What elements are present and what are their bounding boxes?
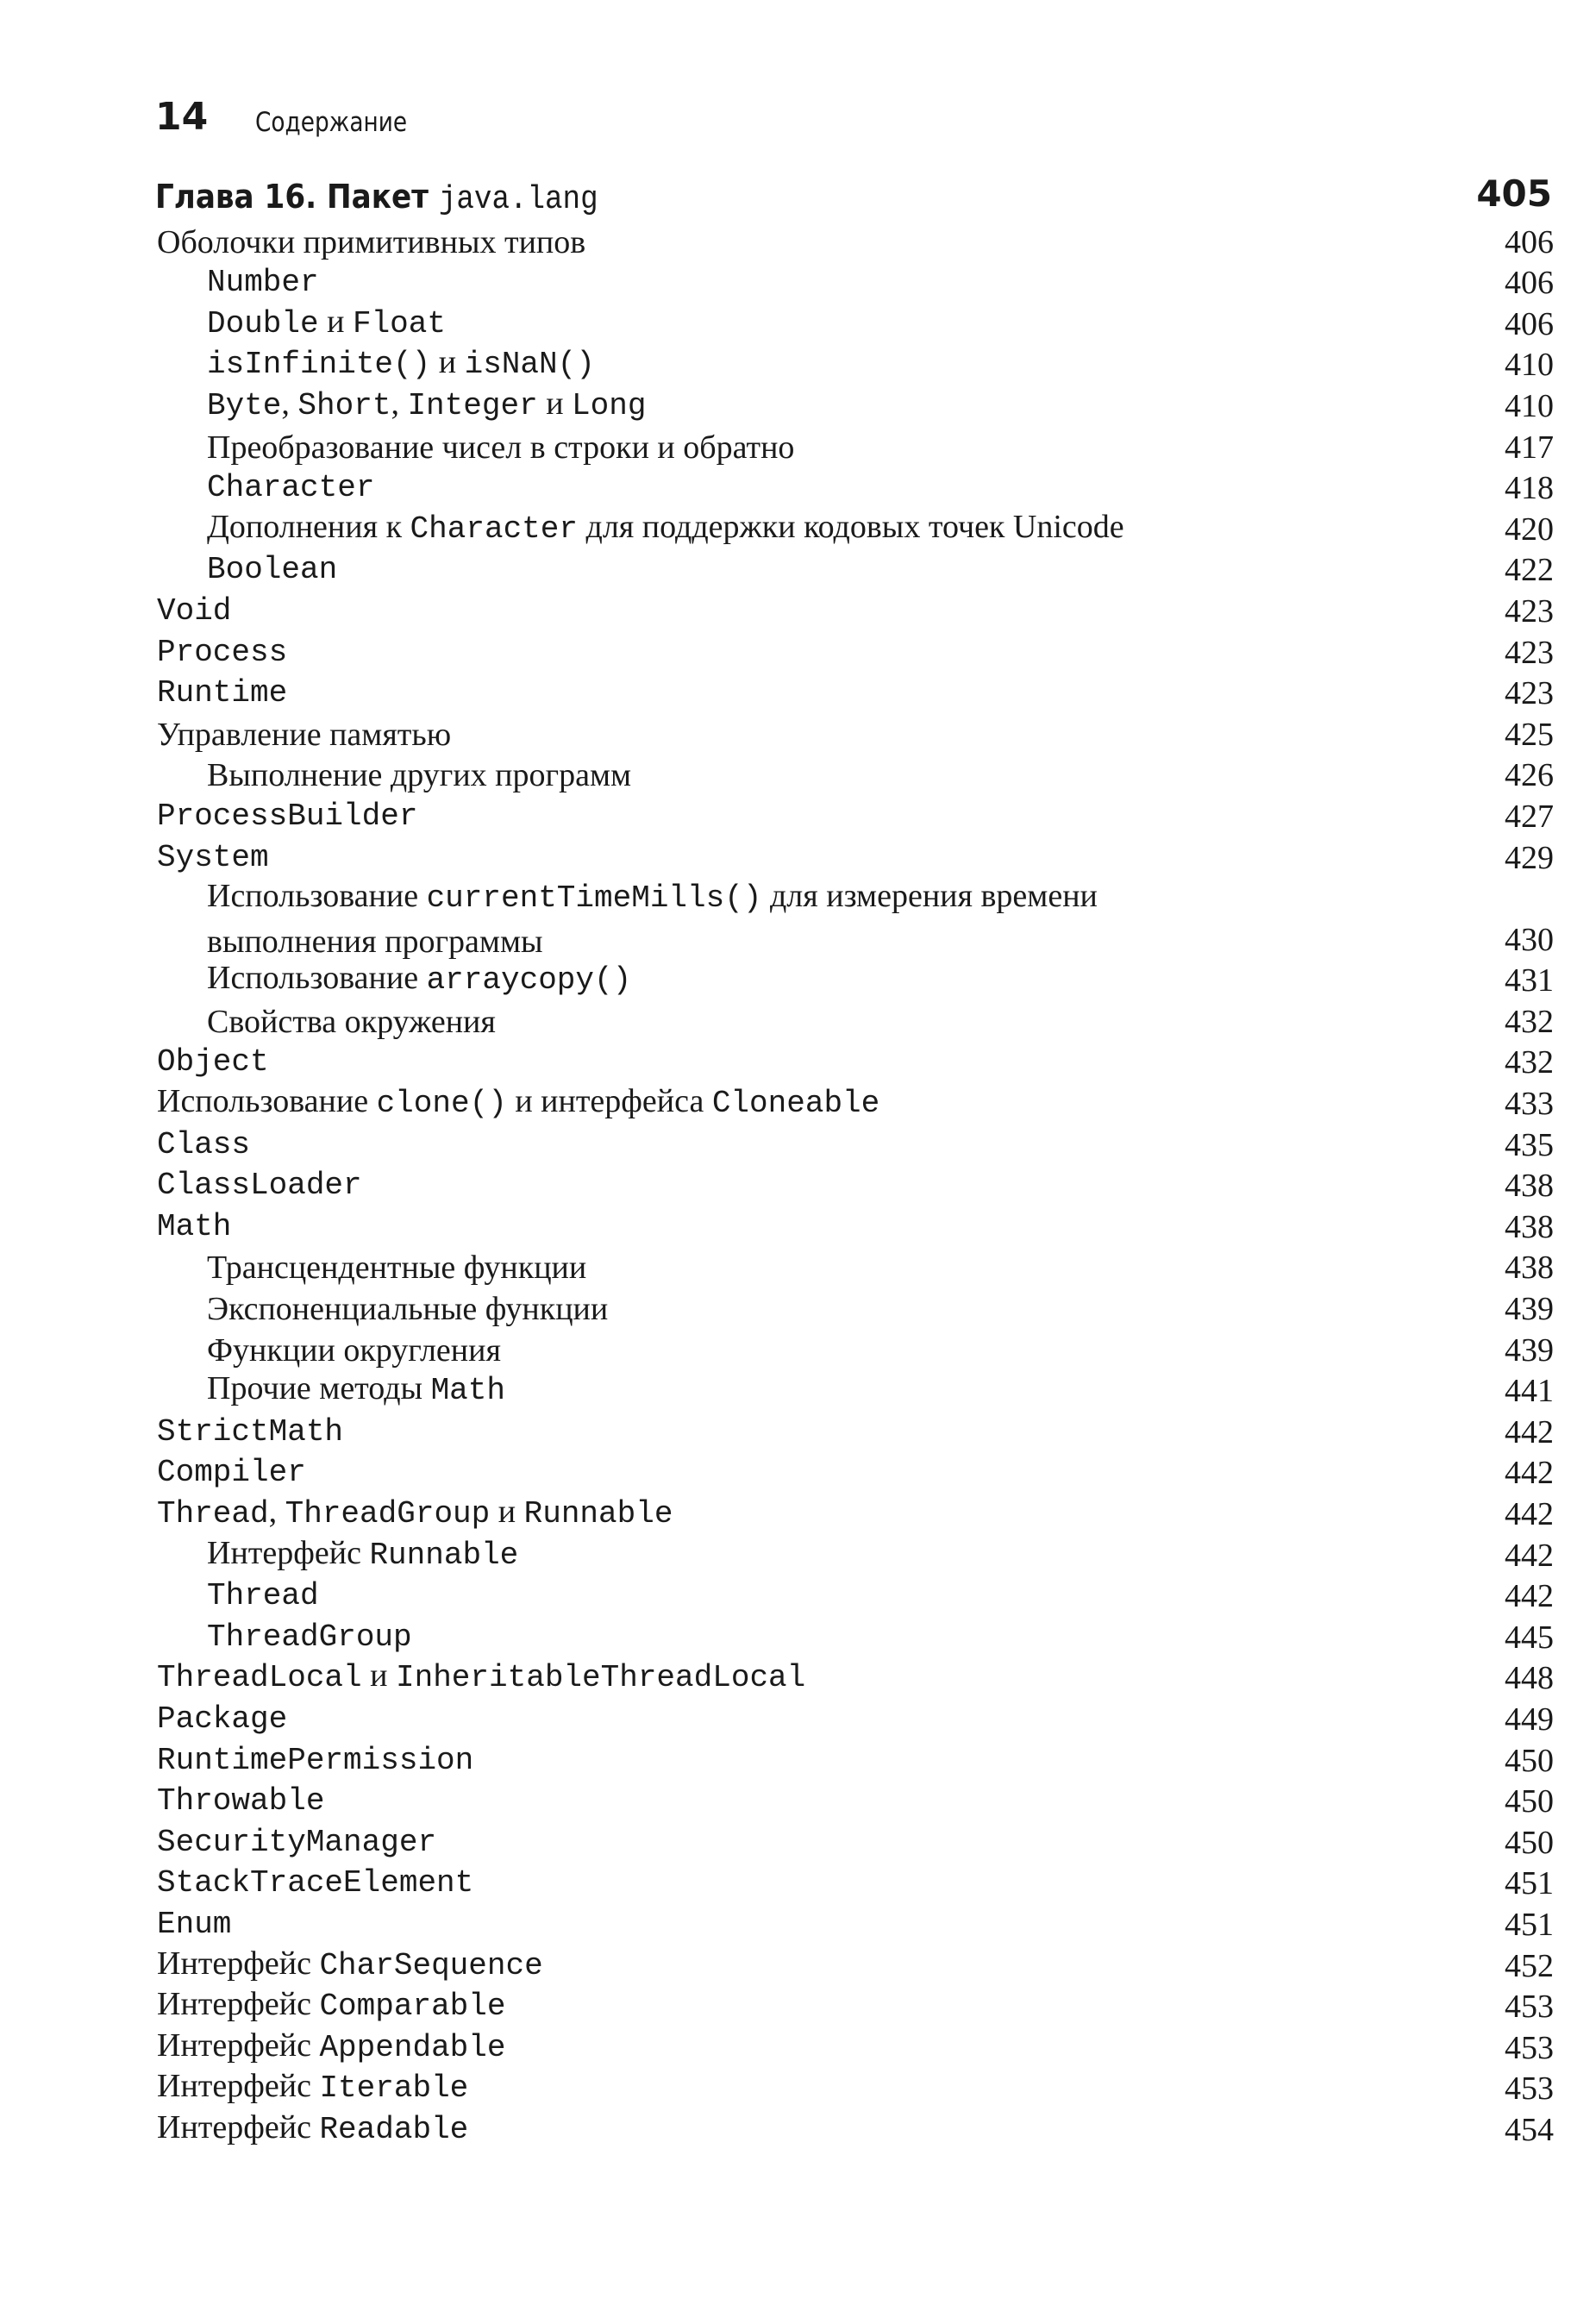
toc-entry-page: 426 (1505, 757, 1554, 794)
label-text: для поддержки кодовых точек Unicode (577, 508, 1124, 545)
code-term: Runtime (157, 675, 288, 711)
toc-entry-label (207, 1615, 412, 1657)
toc-entry (157, 223, 1554, 267)
toc-entry-page: 453 (1505, 2070, 1554, 2108)
toc-entry (157, 718, 1554, 760)
label-text: и (490, 1494, 524, 1530)
code-term: Appendable (319, 2029, 506, 2065)
chapter-page-number: 405 (1476, 172, 1552, 215)
code-term: System (157, 839, 269, 875)
page-number: 14 (155, 95, 209, 139)
code-term: RuntimePermission (157, 1742, 474, 1778)
toc-entry-label (207, 384, 646, 426)
label-text: , (281, 385, 298, 422)
code-term: ClassLoader (157, 1168, 362, 1204)
code-term: InheritableThreadLocal (395, 1660, 806, 1696)
code-term: isInfinite() (207, 347, 431, 383)
toc-entry (157, 1293, 1554, 1334)
toc-entry-page: 406 (1505, 305, 1554, 342)
toc-entry-page: 410 (1505, 387, 1554, 424)
label-text: Дополнения к (207, 508, 410, 545)
toc-entry-page: 429 (1505, 839, 1554, 876)
code-term: clone() (376, 1086, 507, 1122)
toc-entry (157, 1252, 1554, 1294)
toc-entry-label (207, 755, 631, 795)
toc-entry-label (207, 548, 337, 590)
toc-entry (157, 1170, 1554, 1212)
label-text: Функции округления (207, 1331, 501, 1369)
code-term: Integer (407, 387, 538, 423)
code-term: Enum (157, 1906, 232, 1942)
code-term: Void (157, 592, 232, 629)
toc-entry (157, 592, 1554, 636)
toc-entry-page: 432 (1505, 1044, 1554, 1081)
code-term: Compiler (157, 1455, 306, 1491)
toc-entry-label (157, 1492, 673, 1534)
code-term: Boolean (207, 552, 338, 588)
label-text: Экспоненциальные функции (207, 1291, 609, 1328)
code-term: Comparable (319, 1989, 506, 2025)
toc-entry-page: 423 (1505, 634, 1554, 671)
code-term: Float (352, 305, 446, 341)
toc-entry-label (207, 342, 595, 385)
toc-entry-page: 406 (1505, 223, 1554, 260)
toc-entry-page: 442 (1505, 1578, 1554, 1615)
label-text: Выполнение других программ (207, 757, 632, 794)
code-term: isNaN() (464, 347, 595, 383)
label-text: Интерфейс (157, 2026, 320, 2064)
label-text: Преобразование чисел в строки и обратно (207, 429, 795, 466)
code-term: Package (157, 1701, 288, 1737)
label-text: Трансцендентные функции (207, 1250, 587, 1287)
label-text: и (361, 1657, 396, 1694)
toc-entry-label (207, 1574, 319, 1616)
toc-entry-page: 438 (1505, 1168, 1554, 1205)
toc-entry-page: 450 (1505, 1824, 1554, 1861)
toc-entry-page: 448 (1505, 1660, 1554, 1697)
toc-entry-page: 439 (1505, 1291, 1554, 1328)
toc-entry-page: 418 (1505, 470, 1554, 507)
toc-entry-label (207, 1289, 608, 1329)
toc-entry (157, 877, 1554, 965)
toc-entry-label (207, 466, 374, 508)
toc-entry-page: 423 (1505, 675, 1554, 712)
toc-entry (157, 1126, 1554, 1170)
toc-entry-label (157, 1410, 343, 1452)
code-term: CharSequence (319, 1947, 543, 1983)
toc-entry-page: 445 (1505, 1619, 1554, 1656)
code-term: Math (430, 1373, 505, 1409)
toc-entry-page: 425 (1505, 716, 1554, 753)
toc-entry-page: 430 (1505, 921, 1554, 958)
toc-entry (157, 800, 1554, 842)
toc-entry (157, 1534, 1554, 1581)
toc-entry (157, 1005, 1554, 1047)
code-term: Object (157, 1044, 269, 1081)
code-term: ThreadGroup (207, 1619, 412, 1655)
toc-entry-page: 442 (1505, 1413, 1554, 1450)
toc-entry (157, 2108, 1554, 2155)
toc-entry-page: 439 (1505, 1331, 1554, 1369)
code-term: ThreadGroup (285, 1496, 491, 1532)
chapter-title-prefix: Глава 16. Пакет (155, 178, 439, 216)
toc-entry (157, 1413, 1554, 1457)
label-text: для измерения времени выполнения программы (207, 877, 1098, 960)
toc-entry-label (207, 1248, 586, 1287)
code-term: Number (207, 265, 319, 301)
label-text: Оболочки примитивных типов (157, 223, 586, 260)
label-text: и (430, 344, 465, 381)
toc-entry-label (157, 1123, 250, 1165)
toc-entry-label (157, 1820, 436, 1863)
label-text: , (268, 1494, 285, 1530)
toc-entry-label (157, 794, 417, 836)
toc-entry-label (157, 671, 287, 713)
toc-entry (157, 385, 1554, 431)
toc-entry-label (207, 260, 319, 303)
code-term: Character (207, 470, 375, 506)
toc-entry (157, 1208, 1554, 1252)
toc-entry-page: 427 (1505, 798, 1554, 835)
toc-entry (157, 675, 1554, 719)
toc-entry-page: 438 (1505, 1208, 1554, 1245)
label-text: Свойства окружения (207, 1003, 496, 1040)
code-term: Long (572, 387, 647, 423)
code-term: Iterable (319, 2070, 469, 2107)
toc-entry-label (157, 630, 287, 673)
toc-entry-label (157, 1984, 506, 2026)
toc-entry-label (207, 302, 446, 344)
toc-entry-label (157, 222, 585, 262)
toc-entry-page: 410 (1505, 347, 1554, 384)
toc-entry-page: 449 (1505, 1701, 1554, 1738)
toc-entry-label (157, 2026, 506, 2068)
toc-entry-label (207, 1369, 505, 1411)
toc-entry-label (157, 715, 451, 755)
toc-entry-label (157, 1779, 324, 1821)
toc-entry-page: 454 (1505, 2111, 1554, 2148)
code-term: Runnable (523, 1496, 673, 1532)
label-text: и (537, 385, 573, 422)
toc-entry-page: 420 (1505, 511, 1554, 548)
toc-entry-page: 451 (1505, 1865, 1554, 1902)
toc-entry (157, 1865, 1554, 1909)
toc-entry-page: 442 (1505, 1537, 1554, 1574)
code-term: StrictMath (157, 1413, 344, 1450)
toc-entry-page: 442 (1505, 1496, 1554, 1532)
toc-entry-page: 435 (1505, 1126, 1554, 1163)
toc-entry (157, 508, 1554, 554)
label-text: Управление памятью (157, 716, 452, 753)
toc-entry-page: 433 (1505, 1086, 1554, 1123)
toc-entry-page: 441 (1505, 1373, 1554, 1410)
toc-entry-label (157, 589, 231, 631)
chapter-title (155, 178, 598, 218)
toc-entry-page: 452 (1505, 1947, 1554, 1984)
toc-entry-page: 406 (1505, 265, 1554, 302)
toc-entry-label (157, 1656, 805, 1698)
label-text: Интерфейс (157, 1986, 320, 2023)
chapter-title-code: java.lang (438, 181, 598, 218)
label-text: Интерфейс (157, 1945, 320, 1982)
label-text: , (391, 385, 408, 422)
toc-entry-page: 431 (1505, 962, 1554, 999)
code-term: Class (157, 1126, 251, 1162)
toc-entry-label (157, 1040, 269, 1082)
toc-entry-label (157, 1697, 287, 1739)
toc-entry-page: 453 (1505, 1989, 1554, 2026)
toc-entry-page: 450 (1505, 1783, 1554, 1820)
code-term: Runnable (369, 1537, 519, 1573)
code-term: Process (157, 634, 288, 670)
toc-entry-label (157, 1861, 473, 1903)
running-title: Содержание (255, 107, 408, 138)
code-term: Cloneable (711, 1086, 880, 1122)
toc-entry-page: 438 (1505, 1250, 1554, 1287)
code-term: Readable (319, 2111, 469, 2147)
toc-entry (157, 554, 1554, 596)
code-term: ProcessBuilder (157, 798, 418, 834)
toc-entry-label (157, 1081, 879, 1124)
code-term: Thread (157, 1496, 269, 1532)
toc-entry-label (207, 1533, 518, 1575)
toc-entry-label (157, 2066, 468, 2108)
label-text: и интерфейса (506, 1083, 712, 1120)
toc-entry (157, 636, 1554, 678)
toc-entry-list (157, 223, 1554, 2155)
toc-entry-label (207, 1331, 501, 1370)
label-text: Использование (207, 960, 427, 997)
code-term: ThreadLocal (157, 1660, 362, 1696)
chapter-heading (155, 172, 1552, 228)
toc-entry-page: 432 (1505, 1003, 1554, 1040)
toc-entry-page: 423 (1505, 592, 1554, 630)
code-term: SecurityManager (157, 1824, 437, 1860)
toc-entry-label (207, 507, 1124, 549)
toc-entry-label (207, 958, 631, 1000)
toc-entry-page: 422 (1505, 552, 1554, 589)
toc-entry-label (157, 1902, 231, 1945)
label-text: Использование (207, 877, 427, 914)
code-term: Thread (207, 1578, 319, 1614)
label-text: Интерфейс (157, 2068, 320, 2105)
code-term: arraycopy() (426, 962, 632, 999)
toc-entry-label (157, 2108, 468, 2150)
code-term: Double (207, 305, 319, 341)
toc-entry (157, 1742, 1554, 1786)
toc-entry (157, 960, 1554, 1006)
toc-entry-page: 442 (1505, 1455, 1554, 1492)
label-text: Прочие методы (207, 1370, 431, 1407)
toc-entry-page: 451 (1505, 1906, 1554, 1943)
toc-entry-page: 450 (1505, 1742, 1554, 1779)
code-term: Throwable (157, 1783, 325, 1820)
label-text: Интерфейс (157, 2108, 320, 2145)
toc-entry-label (207, 428, 794, 467)
toc-entry-label (157, 1944, 543, 1986)
code-term: currentTimeMills() (426, 880, 762, 916)
code-term: Byte (207, 387, 282, 423)
toc-entry-page: 453 (1505, 2029, 1554, 2066)
code-term: Short (297, 387, 391, 423)
toc-entry-label (157, 1450, 306, 1493)
toc-entry-label (157, 1163, 362, 1206)
label-text: Интерфейс (207, 1534, 370, 1571)
toc-entry-label (157, 1205, 231, 1247)
toc-entry-label (157, 836, 269, 878)
toc-entry (157, 1657, 1554, 1704)
label-text: Использование (157, 1083, 377, 1120)
code-term: StackTraceElement (157, 1865, 474, 1901)
code-term: Character (410, 511, 578, 547)
toc-entry-page: 417 (1505, 429, 1554, 466)
code-term: Math (157, 1208, 232, 1244)
toc-entry-label (207, 874, 1242, 963)
label-text: и (318, 303, 353, 340)
toc-entry (157, 1370, 1554, 1417)
toc-entry-label (207, 1002, 496, 1042)
toc-entry-label (157, 1738, 473, 1781)
toc-entry (157, 1083, 1554, 1129)
